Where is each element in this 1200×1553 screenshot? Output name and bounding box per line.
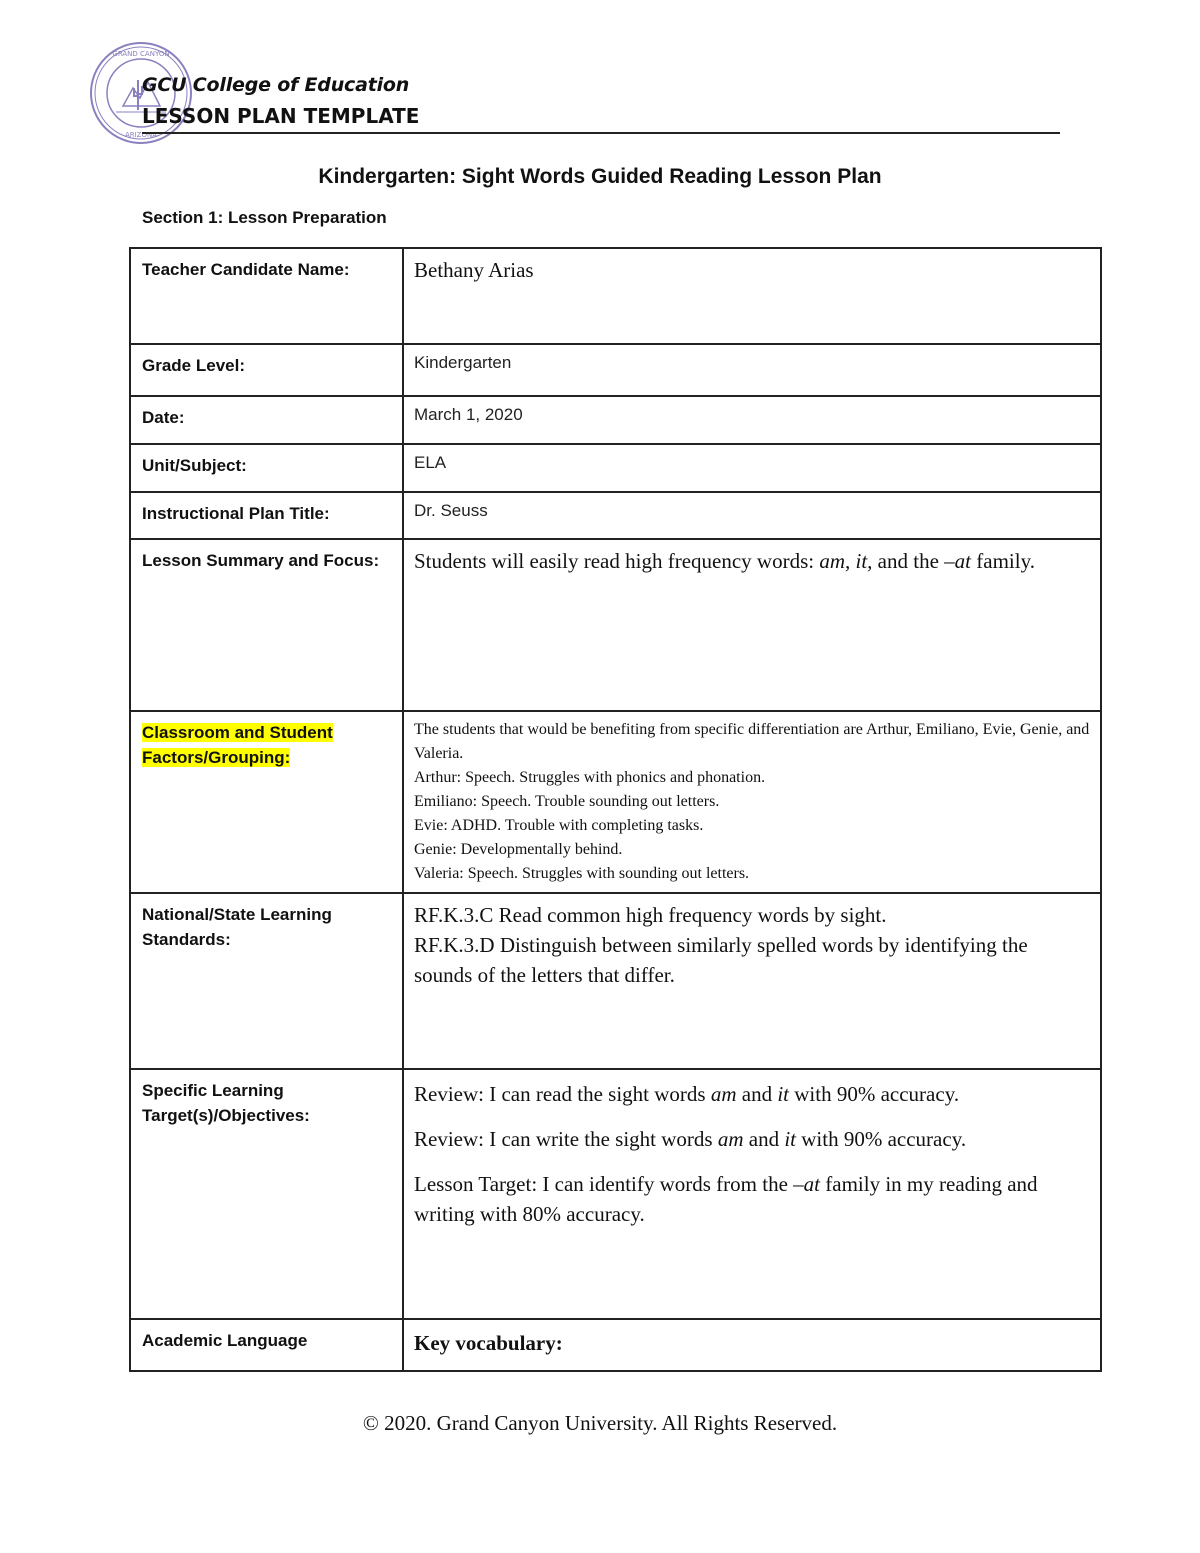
grade-level: Kindergarten (414, 353, 512, 372)
objective-text: and (736, 1082, 778, 1106)
academic-value-cell (403, 1319, 1101, 1371)
standards-label: National/State Learning Standards: (130, 893, 403, 1069)
objective-text: Review: I can read the sight words (414, 1082, 711, 1106)
teacher-label: Teacher Candidate Name: (130, 248, 403, 344)
factors-value-cell (403, 711, 1101, 893)
objective-item (414, 1124, 1090, 1154)
table-row (130, 893, 1101, 1069)
objective-word: am (710, 1082, 737, 1106)
plan-title-value-cell (403, 492, 1101, 539)
table-row (130, 492, 1101, 539)
summary-label: Lesson Summary and Focus: (130, 539, 403, 711)
header-divider (142, 132, 1060, 134)
factors-label-cell (130, 711, 403, 893)
key-vocabulary: Key vocabulary: (414, 1331, 563, 1355)
unit-value-cell (403, 444, 1101, 492)
plan-title-label: Instructional Plan Title: (130, 492, 403, 539)
teacher-name: Bethany Arias (414, 258, 534, 282)
college-name: GCU College of Education (142, 74, 410, 96)
objective-text: and (743, 1127, 785, 1151)
summary-text: Students will easily read high frequency words: (414, 549, 820, 573)
teacher-value-cell (403, 248, 1101, 344)
date-value-cell (403, 396, 1101, 444)
section-heading: Section 1: Lesson Preparation (142, 208, 387, 227)
factors-line: Arthur: Speech. Struggles with phonics and phonation. (414, 769, 766, 786)
factors-line: Emiliano: Speech. Trouble sounding out letters. (414, 793, 720, 810)
summary-text: and the – (872, 549, 955, 573)
objective-text: Lesson Target: I can identify words from the – (414, 1172, 804, 1196)
standards-value-cell (403, 893, 1101, 1069)
copyright-footer: © 2020. Grand Canyon University. All Rights Reserved. (362, 1411, 838, 1435)
unit-label: Unit/Subject: (130, 444, 403, 492)
grade-label: Grade Level: (130, 344, 403, 396)
date-label: Date: (130, 396, 403, 444)
table-row (130, 248, 1101, 344)
objectives-value-cell (403, 1069, 1101, 1319)
standard-item: RF.K.3.C Read common high frequency words by sight. (414, 903, 887, 927)
objective-text: with 90% accuracy. (789, 1082, 960, 1106)
table-row (130, 539, 1101, 711)
grade-value-cell (403, 344, 1101, 396)
lesson-summary (414, 546, 1090, 576)
svg-text:ARIZONA: ARIZONA (124, 131, 158, 139)
table-row (130, 711, 1101, 893)
objectives-label: Specific Learning Target(s)/Objectives: (130, 1069, 403, 1319)
objective-word: it (784, 1127, 797, 1151)
summary-words: am, it, (819, 549, 873, 573)
objective-text: with 90% accuracy. (796, 1127, 967, 1151)
table-row (130, 444, 1101, 492)
factors-line: Evie: ADHD. Trouble with completing tasks. (414, 817, 704, 834)
template-name: LESSON PLAN TEMPLATE (142, 104, 420, 128)
summary-text: family. (971, 549, 1035, 573)
lesson-preparation-table (129, 247, 1102, 1372)
document-header (88, 40, 1060, 150)
lesson-plan-title: Kindergarten: Sight Words Guided Reading Lesson Plan (318, 165, 882, 188)
plan-title: Dr. Seuss (414, 501, 488, 520)
factors-line: Valeria: Speech. Struggles with sounding out letters. (414, 865, 750, 882)
objective-text: family in my reading and writing with 80% accuracy. (414, 1172, 1038, 1226)
objective-item (414, 1079, 1090, 1109)
table-row (130, 396, 1101, 444)
lesson-date: March 1, 2020 (414, 405, 523, 424)
table-row (130, 1069, 1101, 1319)
objective-text: Review: I can write the sight words (414, 1127, 718, 1151)
summary-family: at (954, 549, 971, 573)
objective-item (414, 1169, 1090, 1229)
academic-label: Academic Language (130, 1319, 403, 1371)
factors-label: Classroom and Student Factors/Grouping: (142, 723, 333, 767)
factors-line: Genie: Developmentally behind. (414, 841, 623, 858)
objective-word: am (717, 1127, 744, 1151)
objective-word: it (777, 1082, 790, 1106)
svg-text:GRAND CANYON: GRAND CANYON (112, 50, 170, 58)
summary-value-cell (403, 539, 1101, 711)
table-row (130, 344, 1101, 396)
standard-item: RF.K.3.D Distinguish between similarly spelled words by identifying the sounds of the letters that differ. (414, 933, 1028, 987)
objective-word: at (803, 1172, 821, 1196)
unit-subject: ELA (414, 453, 447, 472)
factors-line: The students that would be benefiting from specific differentiation are Arthur, Emiliano, Evie, Genie, and Valeria. (414, 721, 1090, 762)
table-row (130, 1319, 1101, 1371)
